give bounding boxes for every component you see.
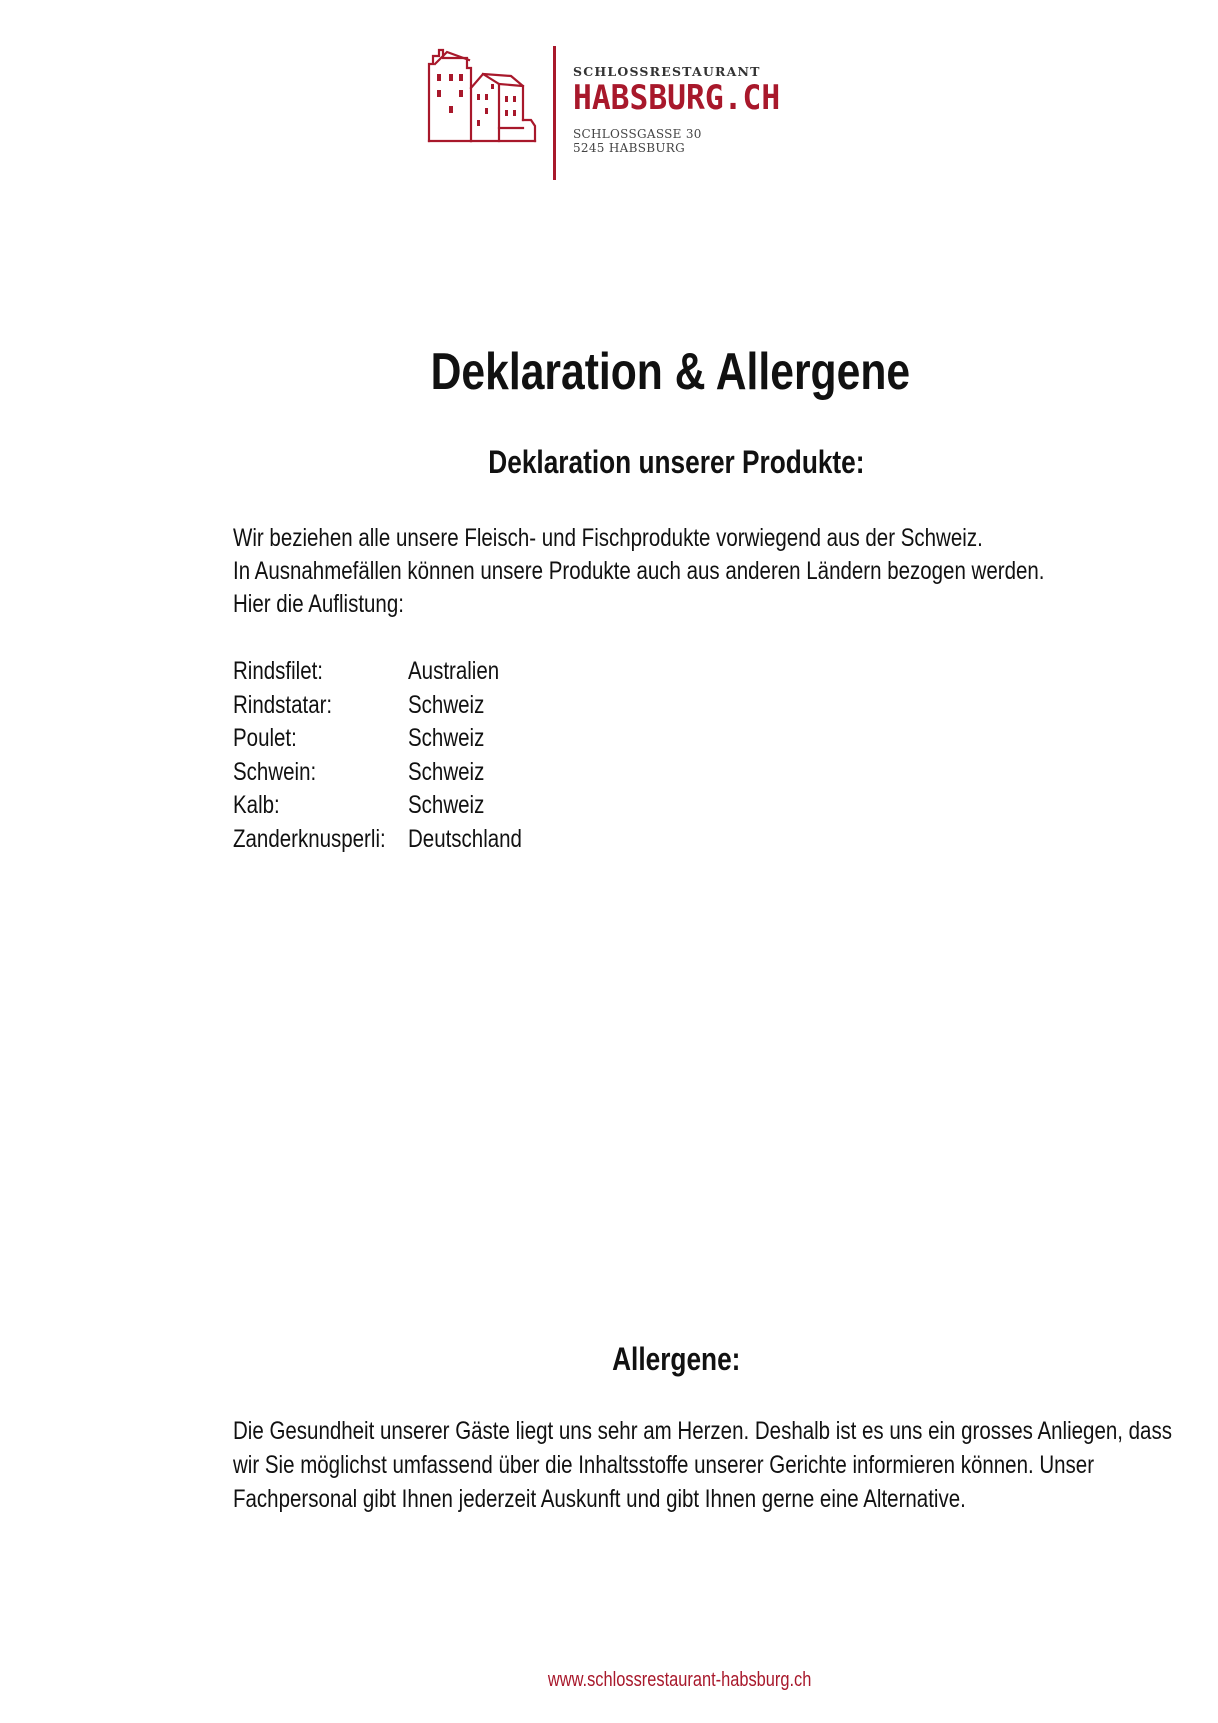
- list-item: [233, 689, 833, 723]
- allergens-paragraph: [233, 1414, 1193, 1516]
- allergens-heading: [0, 1339, 1218, 1379]
- allergens-line: [233, 1414, 1193, 1448]
- product-origin: Schweiz: [408, 791, 485, 819]
- intro-line: [233, 522, 1153, 555]
- product-name: Kalb:: [233, 791, 280, 819]
- allergens-line-text: Fachpersonal gibt Ihnen jederzeit Auskunft und gibt Ihnen gerne eine Alternative.: [233, 1485, 966, 1513]
- list-item: [233, 722, 833, 756]
- allergens-line-text: Die Gesundheit unserer Gäste liegt uns sehr am Herzen. Deshalb ist es uns ein grosses Anliegen, dass: [233, 1417, 1172, 1445]
- product-name: Schwein:: [233, 757, 317, 786]
- product-name: Poulet:: [233, 724, 297, 752]
- list-item: [233, 823, 833, 857]
- brand-address: [573, 127, 833, 155]
- allergens-line: [233, 1448, 1193, 1482]
- intro-line: [233, 588, 1153, 621]
- allergens-heading-text: Allergene:: [611, 1341, 741, 1377]
- list-item: [233, 756, 833, 790]
- address-street: SCHLOSSGASSE 30: [573, 127, 702, 141]
- product-origin: Australien: [408, 657, 500, 685]
- allergens-line-text: wir Sie möglichst umfassend über die Inhaltsstoffe unserer Gerichte informieren können. Unser: [233, 1451, 1095, 1479]
- list-item: [233, 655, 833, 689]
- logo-divider: [553, 46, 556, 180]
- product-name: Rindsfilet:: [233, 657, 324, 685]
- intro-line: [233, 555, 1153, 588]
- footer: [0, 1668, 1218, 1692]
- intro-line-text: In Ausnahmefällen können unsere Produkte auch aus anderen Ländern bezogen werden.: [233, 557, 1045, 585]
- product-origin: Schweiz: [408, 724, 485, 752]
- brand-logo: [425, 44, 825, 184]
- allergens-line: [233, 1482, 1193, 1516]
- declaration-intro: [233, 522, 1153, 621]
- list-item: [233, 789, 833, 823]
- page-title-text: Deklaration & Allergene: [430, 343, 910, 401]
- declaration-heading-text: Deklaration unserer Produkte:: [487, 444, 865, 480]
- brand-kicker: SCHLOSSRESTAURANT: [573, 64, 761, 79]
- intro-line-text: Wir beziehen alle unsere Fleisch- und Fischprodukte vorwiegend aus der Schweiz.: [233, 524, 983, 552]
- product-name: Rindstatar:: [233, 690, 333, 719]
- product-origin: Deutschland: [408, 824, 522, 853]
- declaration-heading: [0, 442, 1218, 482]
- castle-icon: [425, 44, 540, 144]
- brand-text: [573, 64, 833, 155]
- brand-name: HABSBURG.CH: [573, 78, 781, 118]
- product-origin: Schweiz: [408, 757, 485, 786]
- product-origin: Schweiz: [408, 690, 485, 719]
- product-origin-list: [233, 655, 833, 856]
- product-name: Zanderknusperli:: [233, 824, 386, 853]
- address-city: 5245 HABSBURG: [573, 141, 685, 155]
- intro-line-text: Hier die Auflistung:: [233, 590, 404, 618]
- website-link[interactable]: www.schlossrestaurant-habsburg.ch: [548, 1669, 812, 1691]
- page-title: [0, 342, 1218, 402]
